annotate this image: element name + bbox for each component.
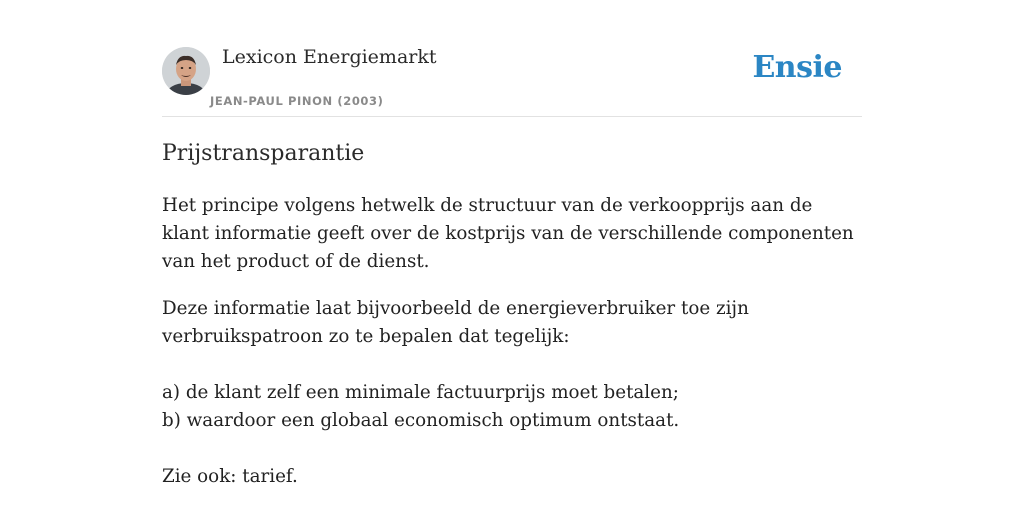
definition-paragraph: Het principe volgens hetwelk de structuur van de verkoopprijs aan de klant informatie geeft over de kostprijs van de verschillende componenten van het product of de dienst. <box>162 195 854 272</box>
author-avatar[interactable] <box>162 47 210 95</box>
list-item-a: a) de klant zelf een minimale factuurprijs moet betalen; <box>162 382 679 403</box>
see-also-link[interactable]: Zie ook: tarief. <box>162 466 298 487</box>
definition-intro: Deze informatie laat bijvoorbeeld de energieverbruiker toe zijn verbruikspatroon zo te bepalen dat tegelijk: <box>162 298 749 347</box>
entry-term: Prijstransparantie <box>162 141 365 166</box>
source-title[interactable]: Lexicon Energiemarkt <box>222 46 437 68</box>
lexicon-entry-card <box>162 0 862 487</box>
definition-paragraph-2 <box>162 295 862 491</box>
spacer <box>162 435 862 463</box>
brand-logo[interactable]: Ensie <box>752 50 842 85</box>
person-portrait-icon <box>162 47 210 95</box>
spacer <box>162 351 862 379</box>
author-credit: JEAN-PAUL PINON (2003) <box>210 94 384 108</box>
entry-header <box>162 0 862 117</box>
list-item-b: b) waardoor een globaal economisch optimum ontstaat. <box>162 410 680 431</box>
entry-definition <box>162 192 862 510</box>
